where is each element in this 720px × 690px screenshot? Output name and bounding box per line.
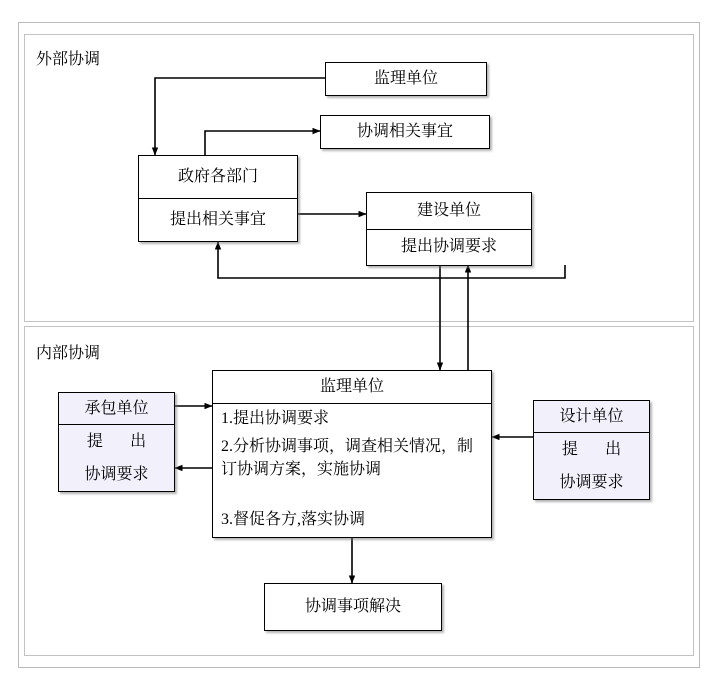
node-construction-unit-body: 提出协调要求 [367, 229, 531, 266]
node-supervision-top [325, 62, 487, 96]
node-gov-departments-title: 政府各部门 [177, 168, 258, 185]
node-supervision-main-title: 监理单位 [319, 378, 384, 395]
node-gov-departments-body: 提出相关事宜 [139, 198, 297, 241]
node-supervision-main-line-1: 1.提出协调要求 [213, 403, 491, 433]
node-coordination-matters [320, 115, 490, 149]
node-construction-unit-title: 建设单位 [416, 201, 481, 219]
section-internal-label: 内部协调 [36, 345, 101, 362]
section-external-label: 外部协调 [36, 51, 101, 68]
node-resolved [264, 583, 442, 631]
node-supervision-main [212, 370, 492, 538]
node-supervision-top-label: 监理单位 [373, 70, 438, 87]
node-designer-body-line-1: 提 出 [534, 432, 649, 466]
node-supervision-main-line-3: 3.督促各方,落实协调 [221, 511, 366, 529]
node-designer-body-line-2: 协调要求 [559, 474, 624, 491]
node-supervision-main-line-2: 2.分析协调事项，调查相关情况，制订协调方案，实施协调 [221, 438, 474, 479]
node-designer-title: 设计单位 [559, 407, 624, 425]
node-resolved-label: 协调事项解决 [304, 598, 401, 615]
node-contractor-body-line-2: 协调要求 [84, 466, 149, 483]
node-contractor [58, 392, 175, 492]
node-contractor-title: 承包单位 [84, 399, 149, 417]
node-construction-unit [366, 192, 532, 266]
node-gov-departments [138, 155, 298, 242]
node-contractor-body-line-1: 提 出 [59, 424, 174, 458]
node-coordination-matters-label: 协调相关事宜 [356, 123, 453, 140]
node-designer [533, 400, 650, 500]
